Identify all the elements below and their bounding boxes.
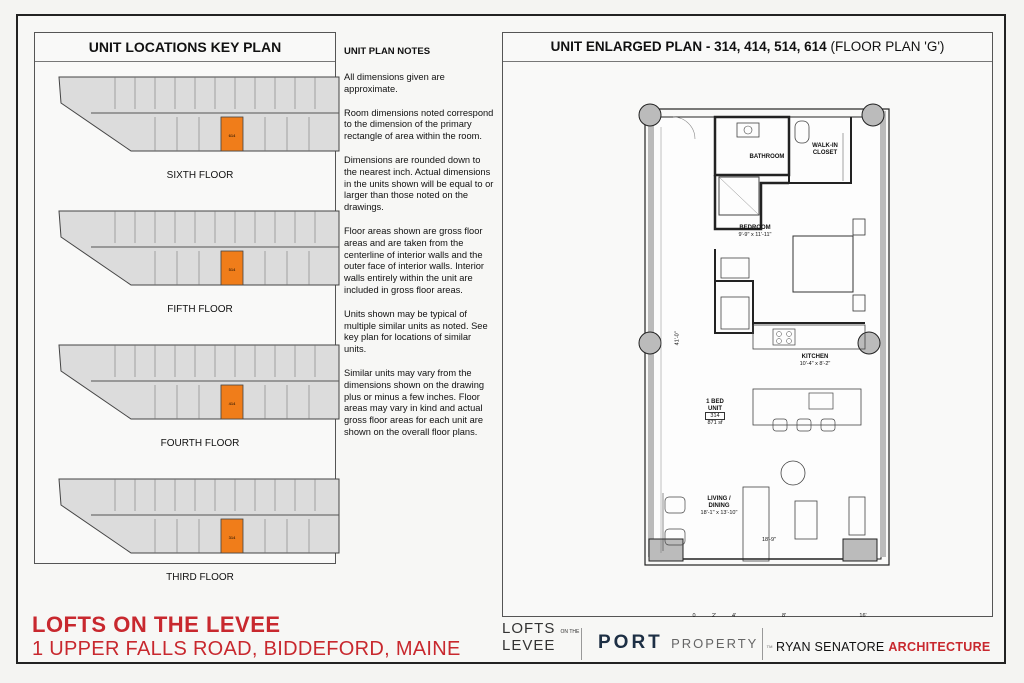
- floor-label: FIFTH FLOOR: [167, 304, 233, 315]
- logo-divider: [762, 628, 763, 660]
- floor-diagram: [55, 67, 345, 167]
- overall-dimension: 41'-0": [674, 331, 681, 346]
- note-paragraph: Floor areas shown are gross floor areas and are taken from the centerline of interior walls and the outer face of interior walls. Interior walls entirely within the unit are included in gross floor areas.: [344, 226, 485, 296]
- floor-label: FOURTH FLOOR: [160, 438, 240, 449]
- architect-logo: RYAN SENATORE ARCHITECTURE: [776, 640, 991, 654]
- walk-in-closet-label: WALK-IN CLOSET: [812, 143, 838, 157]
- floor-label: THIRD FLOOR: [166, 572, 234, 583]
- notes-title: UNIT PLAN NOTES: [344, 46, 431, 57]
- floor-plan-fourth: [55, 335, 345, 453]
- kitchen-label: KITCHEN 10'-4" x 8'-2": [799, 354, 831, 368]
- floor-diagram: [55, 335, 345, 435]
- svg-text:414: 414: [228, 401, 236, 406]
- scale-tick-label: 16': [859, 613, 867, 619]
- logo-divider: [581, 628, 582, 660]
- ceiling-height: 18'-9": [761, 537, 776, 543]
- project-name: LOFTS ON THE LEVEE: [32, 612, 281, 637]
- floor-plan-fifth: [55, 201, 345, 319]
- unit-floor-plan: [503, 53, 992, 613]
- enlarged-plan-title: [503, 39, 992, 54]
- living-dining-label: LIVING / DINING 18'-1" x 13'-10": [700, 496, 738, 517]
- enlarged-plan-panel: [502, 32, 993, 617]
- note-paragraph: Units shown may be typical of multiple similar units as noted. See key plan for locations of similar units.: [344, 308, 488, 355]
- unit-label: 1 BED UNIT 314 871 sf: [706, 399, 724, 426]
- plan-title-normal: (FLOOR PLAN 'G'): [830, 39, 945, 54]
- unit-number-box: 314: [705, 412, 724, 420]
- floor-plan-third: [55, 469, 345, 587]
- svg-text:614: 614: [228, 133, 236, 138]
- trademark: TM: [766, 644, 773, 649]
- floor-diagram: [55, 469, 345, 569]
- title-rule: [35, 61, 335, 62]
- bathroom-label: BATHROOM: [749, 154, 785, 160]
- svg-text:314: 314: [228, 535, 236, 540]
- floor-label: SIXTH FLOOR: [166, 170, 234, 181]
- floor-plan-sixth: [55, 67, 345, 185]
- key-plan-panel: [34, 32, 336, 583]
- note-paragraph: Similar units may vary from the dimensions shown on the drawing plus or minus a few inches. Floor areas may vary in kind and actual gross floor areas for each unit are shown on the overall floor plans.: [344, 368, 485, 437]
- scale-tick-label: 0: [692, 613, 696, 619]
- port-property-logo: PORT PROPERTY TM: [598, 632, 773, 653]
- scale-tick-label: 2': [711, 613, 717, 619]
- scale-tick-label: 4': [731, 613, 737, 619]
- note-paragraph: Room dimensions noted correspond to the dimension of the primary rectangle of area within the room.: [344, 107, 494, 142]
- scale-tick-label: 8': [781, 613, 787, 619]
- lofts-logo: LOFTS ON THE LEVEE: [502, 620, 580, 654]
- drawing-sheet: [16, 14, 1006, 664]
- floor-diagram: [55, 201, 345, 301]
- unit-plan-notes: [344, 46, 494, 451]
- svg-text:514: 514: [228, 267, 236, 272]
- key-plan-title: UNIT LOCATIONS KEY PLAN: [88, 39, 282, 55]
- note-paragraph: All dimensions given are approximate.: [344, 72, 445, 94]
- plan-title-bold: UNIT ENLARGED PLAN - 314, 414, 514, 614: [550, 39, 827, 54]
- note-paragraph: Dimensions are rounded down to the nearest inch. Actual dimensions in the units shown will be equal to or larger than those noted on the drawings.: [344, 155, 494, 213]
- bedroom-label: BEDROOM 9'-9" x 11'-11": [738, 225, 772, 239]
- project-address: 1 UPPER FALLS ROAD, BIDDEFORD, MAINE: [32, 638, 461, 660]
